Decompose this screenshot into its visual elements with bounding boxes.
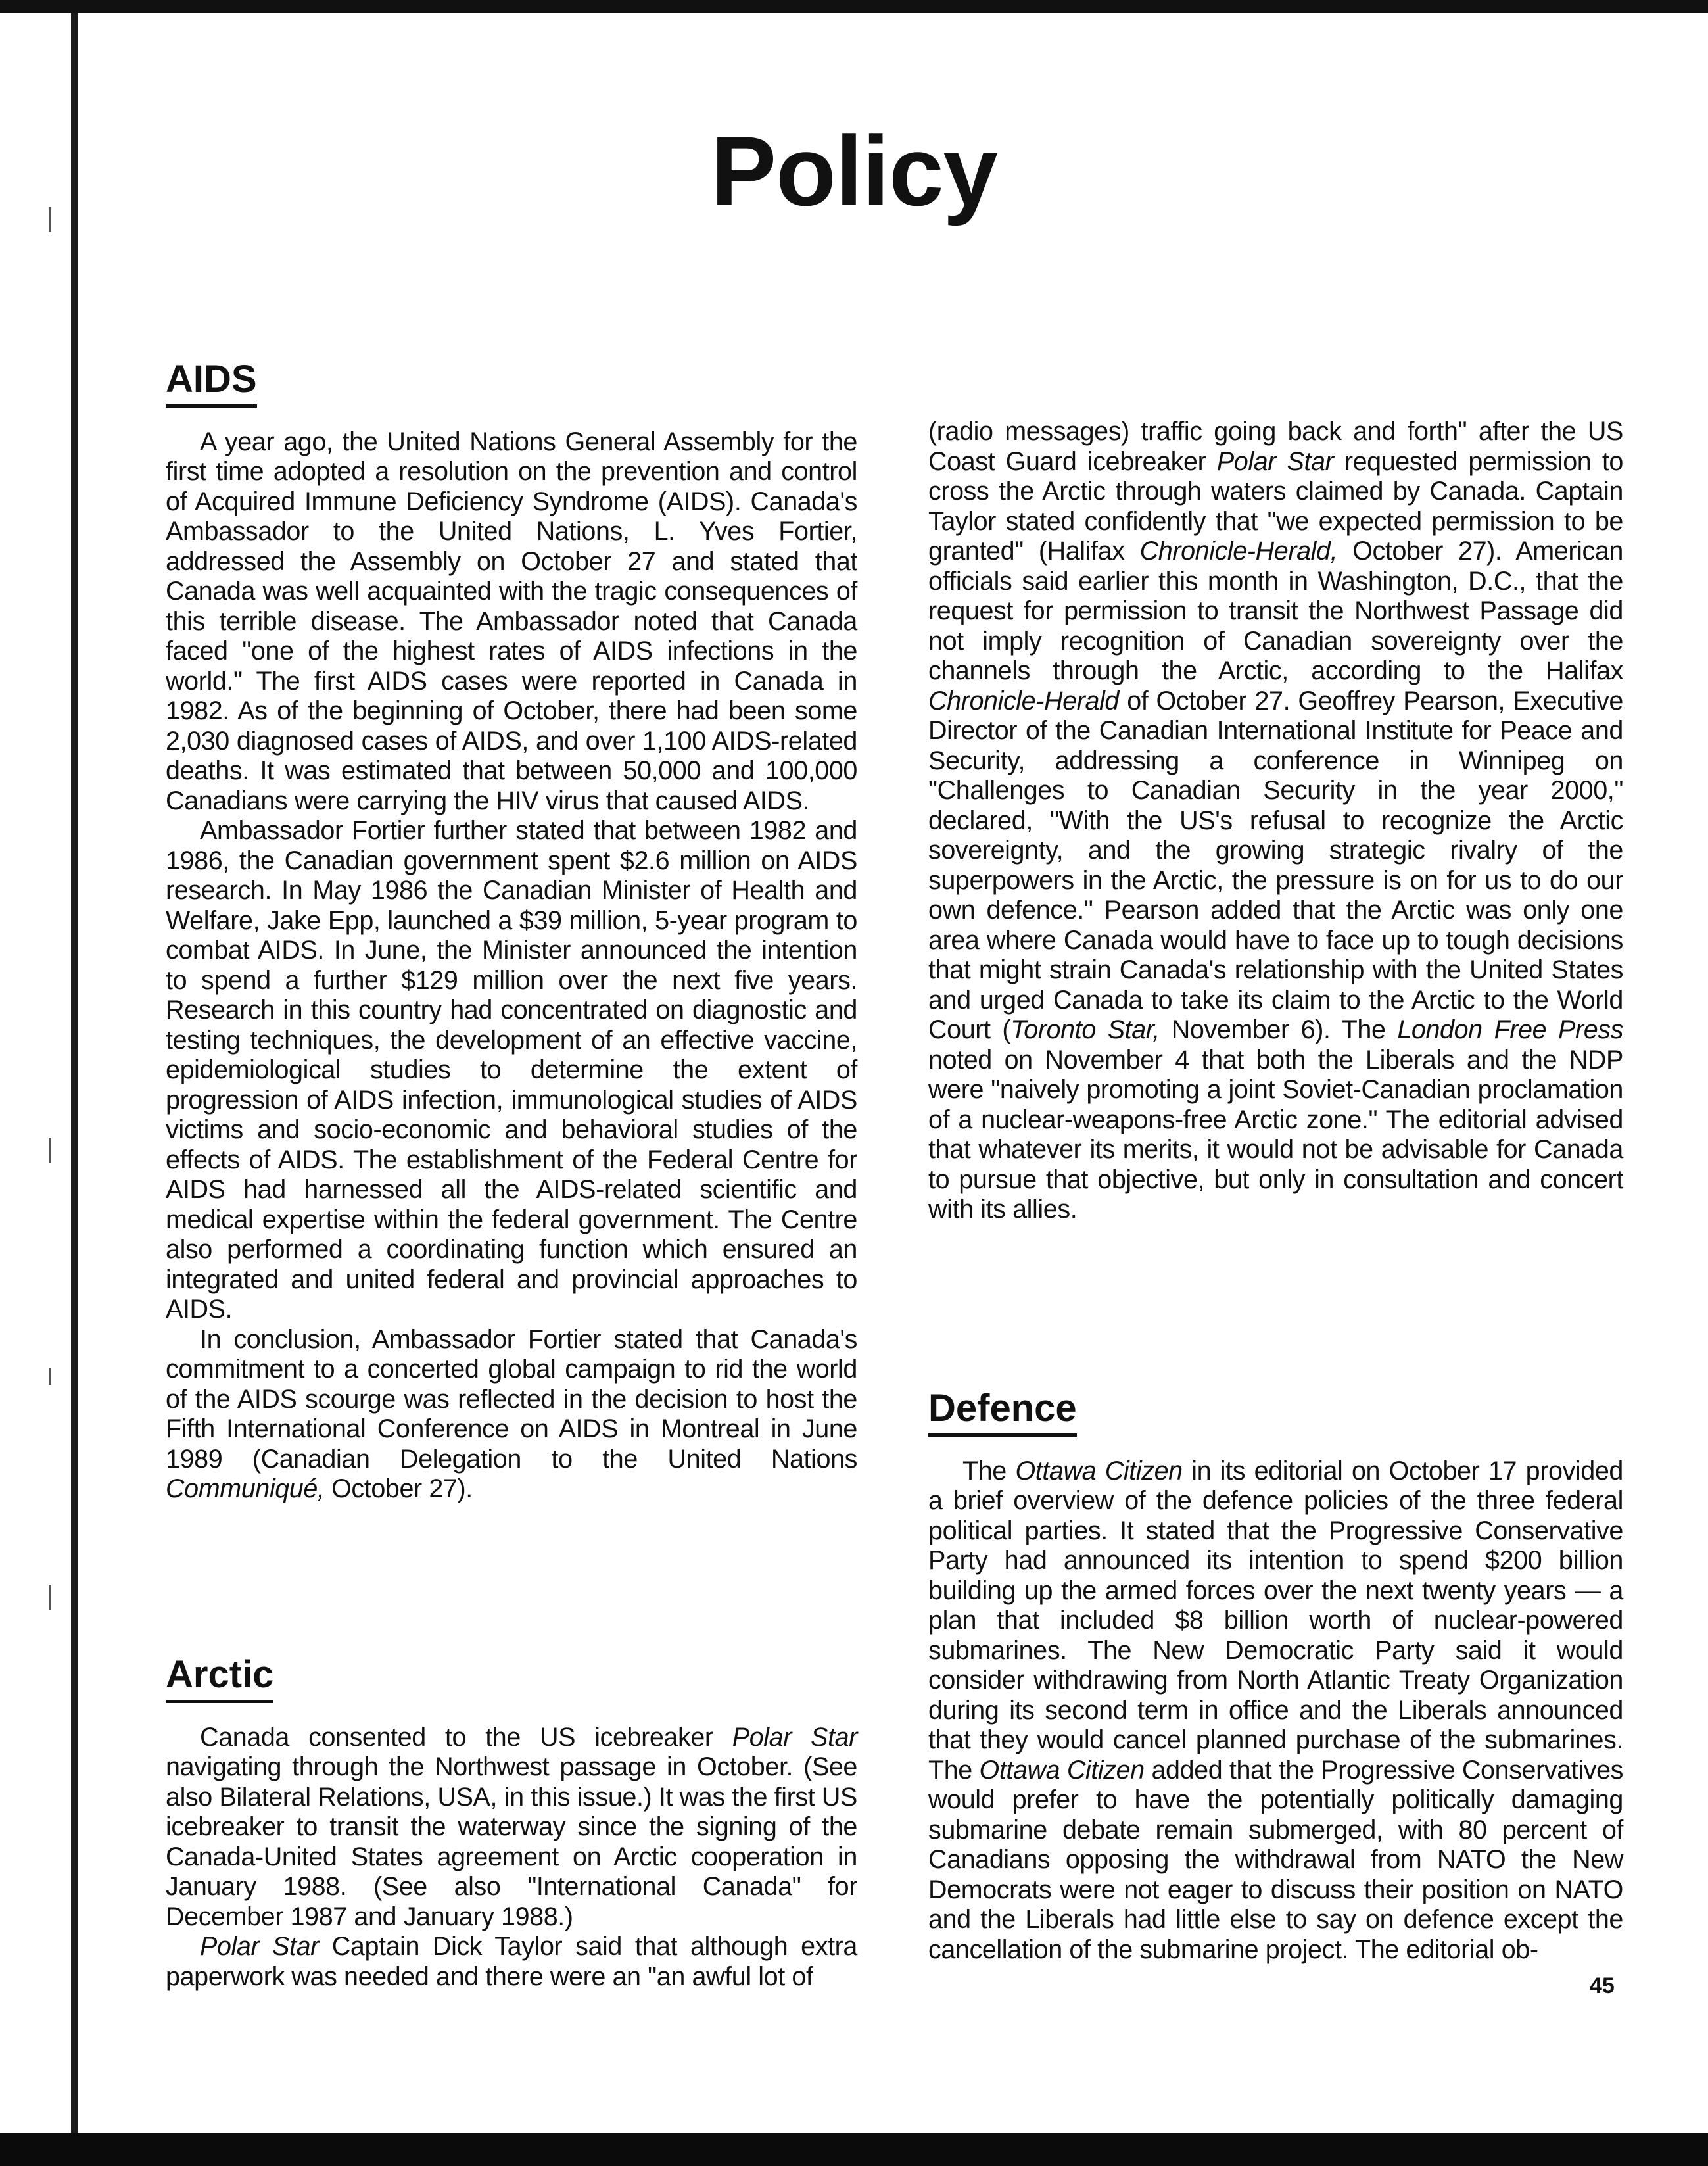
margin-mark <box>49 1368 51 1385</box>
section-aids <box>166 358 857 1504</box>
aids-paragraph-2: Ambassador Fortier further stated that between 1982 and 1986, the Canadian government spent $2.6 million on AIDS research. In May 1986 the Canadian Minister of Health and Welfare, Jake Epp, launched a $39 million, 5-year program to combat AIDS. In June, the Minister announced the intention to spend a further $129 million over the next five years. Research in this country had concentrated on diagnostic and testing techniques, the development of an effective vaccine, epidemiological studies to determine the extent of progression of AIDS infection, immunological studies of AIDS victims and socio-economic and behavioral studies of the effects of AIDS. The establishment of the Federal Centre for AIDS had harnessed all the AIDS-related scientific and medical expertise within the federal government. The Centre also performed a coordinating function which ensured an integrated and united federal and provincial approaches to AIDS. <box>166 816 857 1324</box>
defence-paragraph-1: The Ottawa Citizen in its editorial on October 17 provided a brief overview of the defence policies of the three federal political parties. It stated that the Progressive Conservative Party had announced its intention to spend $200 billion building up the armed forces over the next twenty years — a plan that included $8 billion worth of nuclear-powered submarines. The New Democratic Party said it would consider withdrawing from North Atlantic Treaty Organization during its second term in office and the Liberals announced that they would cancel planned purchase of the submarines. The Ottawa Citizen added that the Progressive Conservatives would prefer to have the potentially politically damaging submarine debate remain submerged, with 80 percent of Canadians opposing the withdrawal from NATO the New Democrats were not eager to discuss their position on NATO and the Liberals had little else to say on defence except the cancellation of the submarine project. The editorial ob- <box>928 1456 1623 1964</box>
arctic-paragraph-1: Canada consented to the US icebreaker Polar Star navigating through the Northwest passage in October. (See also Bilateral Relations, USA, in this issue.) It was the first US icebreaker to transit the waterway since the signing of the Canada-United States agreement on Arctic cooperation in January 1988. (See also "International Canada" for December 1987 and January 1988.) <box>166 1722 857 1931</box>
arctic-body-continued <box>928 417 1623 1225</box>
section-heading-defence: Defence <box>928 1387 1077 1437</box>
scan-bottom-edge <box>0 2133 1708 2166</box>
arctic-body <box>166 1723 857 1992</box>
arctic-continuation <box>928 417 1623 1225</box>
margin-mark <box>49 1585 51 1610</box>
page-number: 45 <box>1590 1973 1615 1998</box>
defence-body <box>928 1456 1623 1965</box>
scan-top-edge <box>0 0 1708 13</box>
section-defence <box>928 1387 1623 1965</box>
section-arctic <box>166 1654 857 1992</box>
page-title: Policy <box>711 116 997 226</box>
arctic-paragraph-2: Polar Star Captain Dick Taylor said that although extra paperwork was needed and there were an "an awful lot of <box>166 1932 857 1991</box>
aids-body <box>166 427 857 1504</box>
section-heading-aids: AIDS <box>166 358 257 408</box>
section-heading-arctic: Arctic <box>166 1654 273 1703</box>
aids-paragraph-3: In conclusion, Ambassador Fortier stated that Canada's commitment to a concerted global campaign to rid the world of the AIDS scourge was reflected in the decision to host the Fifth International Conference on AIDS in Montreal in June 1989 (Canadian Delegation to the United Nations Communiqué, October 27). <box>166 1324 857 1504</box>
scan-left-edge <box>71 13 78 2133</box>
aids-paragraph-1: A year ago, the United Nations General Assembly for the first time adopted a resolution on the prevention and control of Acquired Immune Deficiency Syndrome (AIDS). Canada's Ambassador to the United Nations, L. Yves Fortier, addressed the Assembly on October 27 and stated that Canada was well acquainted with the tragic consequences of this terrible disease. The Ambassador noted that Canada faced "one of the highest rates of AIDS infections in the world." The first AIDS cases were reported in Canada in 1982. As of the beginning of October, there had been some 2,030 diagnosed cases of AIDS, and over 1,100 AIDS-related deaths. It was estimated that between 50,000 and 100,000 Canadians were carrying the HIV virus that caused AIDS. <box>166 427 857 815</box>
arctic-paragraph-2-continued: (radio messages) traffic going back and forth" after the US Coast Guard icebreaker Polar Star requested permission to cross the Arctic through waters claimed by Canada. Captain Taylor stated confidently that "we expected permission to be granted" (Halifax Chronicle-Herald, October 27). American officials said earlier this month in Washington, D.C., that the request for permission to transit the Northwest Passage did not imply recognition of Canadian sovereignty over the channels through the Arctic, according to the Halifax Chronicle-Herald of October 27. Geoffrey Pearson, Executive Director of the Canadian International Institute for Peace and Security, addressing a conference in Winnipeg on "Challenges to Canadian Security in the year 2000," declared, "With the US's refusal to recognize the Arctic sovereignty, and the growing strategic rivalry of the superpowers in the Arctic, the pressure is on for us to do our own defence." Pearson added that the Arctic was only one area where Canada would have to face up to tough decisions that might strain Canada's relationship with the United States and urged Canada to take its claim to the Arctic to the World Court (Toronto Star, November 6). The London Free Press noted on November 4 that both the Liberals and the NDP were "naively promoting a joint Soviet-Canadian proclamation of a nuclear-weapons-free Arctic zone." The editorial advised that whatever its merits, it would not be advisable for Canada to pursue that objective, but only in consultation and concert with its allies. <box>928 417 1623 1224</box>
margin-mark <box>49 1138 51 1163</box>
